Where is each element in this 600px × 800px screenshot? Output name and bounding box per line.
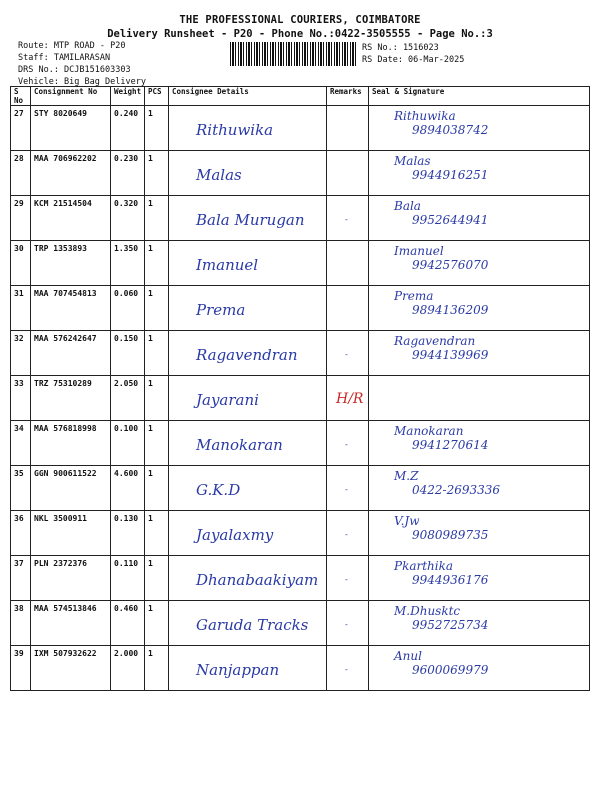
consignee-cell bbox=[169, 241, 327, 286]
seal-signature-cell bbox=[369, 196, 590, 241]
remarks-cell bbox=[327, 106, 369, 151]
consignee-cell bbox=[169, 286, 327, 331]
consignment-cell: STY 8020649 bbox=[31, 106, 111, 151]
pcs-cell: 1 bbox=[145, 511, 169, 556]
remark-text: - bbox=[344, 440, 349, 449]
col-header-consignee: Consignee Details bbox=[169, 87, 327, 106]
consignee-cell bbox=[169, 151, 327, 196]
vehicle-text: Vehicle: Big Bag Delivery bbox=[18, 77, 146, 87]
sno-cell: 39 bbox=[11, 646, 31, 691]
remarks-cell bbox=[327, 421, 369, 466]
consignee-handwritten-name: Dhanabaakiyam bbox=[196, 571, 319, 589]
pcs-cell: 1 bbox=[145, 376, 169, 421]
remark-text: - bbox=[344, 215, 349, 224]
signature-name: M.Z bbox=[394, 469, 419, 483]
consignment-cell: KCM 21514504 bbox=[31, 196, 111, 241]
sno-cell: 36 bbox=[11, 511, 31, 556]
weight-cell: 0.320 bbox=[111, 196, 145, 241]
runsheet-meta-left bbox=[18, 40, 146, 88]
signature-phone: 9952725734 bbox=[412, 618, 489, 632]
weight-cell: 0.110 bbox=[111, 556, 145, 601]
consignee-cell bbox=[169, 196, 327, 241]
rs-date: RS Date: 06-Mar-2025 bbox=[362, 55, 465, 65]
signature-name: V.Jw bbox=[394, 514, 420, 528]
signature-name: M.Dhusktc bbox=[394, 604, 461, 618]
remark-text: - bbox=[344, 575, 349, 584]
table-row bbox=[11, 196, 590, 241]
signature-name: Manokaran bbox=[394, 424, 464, 438]
col-header-seal: Seal & Signature bbox=[369, 87, 590, 106]
consignment-cell: MAA 576818998 bbox=[31, 421, 111, 466]
signature-name: Imanuel bbox=[394, 244, 444, 258]
pcs-cell: 1 bbox=[145, 601, 169, 646]
consignee-handwritten-name: G.K.D bbox=[196, 481, 241, 499]
table-header-row bbox=[11, 87, 590, 106]
consignment-cell: TRZ 75310289 bbox=[31, 376, 111, 421]
signature-name: Ragavendran bbox=[394, 334, 476, 348]
consignment-cell: GGN 900611522 bbox=[31, 466, 111, 511]
table-row bbox=[11, 286, 590, 331]
signature-phone: 9952644941 bbox=[412, 213, 489, 227]
pcs-cell: 1 bbox=[145, 421, 169, 466]
signature-phone: 9894136209 bbox=[412, 303, 489, 317]
consignee-handwritten-name: Malas bbox=[196, 166, 242, 184]
signature-name: Prema bbox=[394, 289, 434, 303]
consignee-cell bbox=[169, 556, 327, 601]
consignment-cell: IXM 507932622 bbox=[31, 646, 111, 691]
seal-signature-cell bbox=[369, 241, 590, 286]
pcs-cell: 1 bbox=[145, 466, 169, 511]
consignee-cell bbox=[169, 376, 327, 421]
consignee-handwritten-name: Jayarani bbox=[196, 391, 259, 409]
consignee-handwritten-name: Bala Murugan bbox=[196, 211, 305, 229]
sno-cell: 27 bbox=[11, 106, 31, 151]
signature-name: Pkarthika bbox=[394, 559, 454, 573]
weight-cell: 0.150 bbox=[111, 331, 145, 376]
consignee-handwritten-name: Manokaran bbox=[196, 436, 283, 454]
signature-phone: 9944916251 bbox=[412, 168, 489, 182]
remarks-cell bbox=[327, 646, 369, 691]
consignment-cell: NKL 3500911 bbox=[31, 511, 111, 556]
remarks-cell bbox=[327, 466, 369, 511]
remarks-cell bbox=[327, 241, 369, 286]
seal-signature-cell bbox=[369, 286, 590, 331]
sno-cell: 29 bbox=[11, 196, 31, 241]
document-title: THE PROFESSIONAL COURIERS, COIMBATORE bbox=[179, 14, 421, 26]
consignee-cell bbox=[169, 466, 327, 511]
pcs-cell: 1 bbox=[145, 151, 169, 196]
signature-name: Malas bbox=[394, 154, 431, 168]
seal-signature-cell bbox=[369, 601, 590, 646]
sno-cell: 32 bbox=[11, 331, 31, 376]
table-row bbox=[11, 151, 590, 196]
consignee-cell bbox=[169, 601, 327, 646]
remarks-cell bbox=[327, 511, 369, 556]
pcs-cell: 1 bbox=[145, 106, 169, 151]
drs-number: DRS No.: DCJB151603303 bbox=[18, 65, 131, 75]
seal-signature-cell bbox=[369, 556, 590, 601]
consignee-handwritten-name: Ragavendran bbox=[196, 346, 298, 364]
consignment-cell: MAA 576242647 bbox=[31, 331, 111, 376]
table-row bbox=[11, 511, 590, 556]
remark-text: - bbox=[344, 530, 349, 539]
pcs-cell: 1 bbox=[145, 646, 169, 691]
runsheet-meta-right bbox=[362, 42, 464, 66]
weight-cell: 0.100 bbox=[111, 421, 145, 466]
barcode-image bbox=[230, 42, 356, 66]
remarks-cell bbox=[327, 286, 369, 331]
seal-signature-cell bbox=[369, 511, 590, 556]
sno-cell: 34 bbox=[11, 421, 31, 466]
remark-text: - bbox=[344, 620, 349, 629]
rs-number: RS No.: 1516023 bbox=[362, 43, 439, 53]
table-row bbox=[11, 376, 590, 421]
table-row bbox=[11, 241, 590, 286]
col-header-remarks: Remarks bbox=[327, 87, 369, 106]
signature-phone: 9894038742 bbox=[412, 123, 489, 137]
remark-text: - bbox=[344, 665, 349, 674]
seal-signature-cell bbox=[369, 646, 590, 691]
sno-cell: 28 bbox=[11, 151, 31, 196]
weight-cell: 0.240 bbox=[111, 106, 145, 151]
consignee-handwritten-name: Prema bbox=[196, 301, 246, 319]
seal-signature-cell bbox=[369, 151, 590, 196]
consignee-cell bbox=[169, 421, 327, 466]
consignment-cell: MAA 706962202 bbox=[31, 151, 111, 196]
sno-cell: 33 bbox=[11, 376, 31, 421]
signature-name: Anul bbox=[394, 649, 422, 663]
sno-cell: 30 bbox=[11, 241, 31, 286]
weight-cell: 2.000 bbox=[111, 646, 145, 691]
weight-cell: 0.130 bbox=[111, 511, 145, 556]
remarks-cell bbox=[327, 376, 369, 421]
remark-text: H/R bbox=[336, 391, 364, 407]
consignment-cell: MAA 707454813 bbox=[31, 286, 111, 331]
consignee-cell bbox=[169, 646, 327, 691]
sno-cell: 31 bbox=[11, 286, 31, 331]
col-header-weight: Weight bbox=[111, 87, 145, 106]
table-row bbox=[11, 556, 590, 601]
weight-cell: 1.350 bbox=[111, 241, 145, 286]
pcs-cell: 1 bbox=[145, 241, 169, 286]
table-row bbox=[11, 421, 590, 466]
runsheet-table bbox=[10, 86, 590, 691]
signature-phone: 0422-2693336 bbox=[412, 483, 501, 497]
seal-signature-cell bbox=[369, 466, 590, 511]
remark-text: - bbox=[344, 485, 349, 494]
seal-signature-cell bbox=[369, 421, 590, 466]
col-header-pcs: PCS bbox=[145, 87, 169, 106]
table-row bbox=[11, 601, 590, 646]
col-header-sno: S No bbox=[11, 87, 31, 106]
consignment-cell: MAA 574513846 bbox=[31, 601, 111, 646]
weight-cell: 4.600 bbox=[111, 466, 145, 511]
consignee-handwritten-name: Nanjappan bbox=[196, 661, 280, 679]
weight-cell: 2.050 bbox=[111, 376, 145, 421]
signature-phone: 9941270614 bbox=[412, 438, 489, 452]
consignee-handwritten-name: Rithuwika bbox=[196, 121, 274, 139]
signature-phone: 9080989735 bbox=[412, 528, 489, 542]
consignee-handwritten-name: Imanuel bbox=[196, 256, 259, 274]
remarks-cell bbox=[327, 196, 369, 241]
consignment-cell: PLN 2372376 bbox=[31, 556, 111, 601]
remarks-cell bbox=[327, 601, 369, 646]
seal-signature-cell bbox=[369, 106, 590, 151]
remark-text: - bbox=[344, 350, 349, 359]
sno-cell: 37 bbox=[11, 556, 31, 601]
consignment-cell: TRP 1353893 bbox=[31, 241, 111, 286]
weight-cell: 0.060 bbox=[111, 286, 145, 331]
signature-phone: 9944139969 bbox=[412, 348, 489, 362]
route-text: Route: MTP ROAD - P20 bbox=[18, 41, 126, 51]
table-row bbox=[11, 106, 590, 151]
consignee-handwritten-name: Garuda Tracks bbox=[196, 616, 309, 634]
seal-signature-cell bbox=[369, 331, 590, 376]
pcs-cell: 1 bbox=[145, 331, 169, 376]
sno-cell: 35 bbox=[11, 466, 31, 511]
consignee-handwritten-name: Jayalaxmy bbox=[196, 526, 274, 544]
signature-phone: 9942576070 bbox=[412, 258, 489, 272]
table-row bbox=[11, 466, 590, 511]
signature-phone: 9944936176 bbox=[412, 573, 489, 587]
weight-cell: 0.460 bbox=[111, 601, 145, 646]
remarks-cell bbox=[327, 556, 369, 601]
weight-cell: 0.230 bbox=[111, 151, 145, 196]
table-row bbox=[11, 646, 590, 691]
consignee-cell bbox=[169, 511, 327, 556]
remarks-cell bbox=[327, 151, 369, 196]
signature-name: Bala bbox=[394, 199, 421, 213]
consignee-cell bbox=[169, 331, 327, 376]
staff-text: Staff: TAMILARASAN bbox=[18, 53, 111, 63]
consignee-cell bbox=[169, 106, 327, 151]
seal-signature-cell bbox=[369, 376, 590, 421]
signature-phone: 9600069979 bbox=[412, 663, 489, 677]
runsheet-subtitle: Delivery Runsheet - P20 - Phone No.:0422-3505555 - Page No.:3 bbox=[107, 28, 493, 40]
remarks-cell bbox=[327, 331, 369, 376]
col-header-consignment: Consignment No bbox=[31, 87, 111, 106]
signature-name: Rithuwika bbox=[394, 109, 456, 123]
pcs-cell: 1 bbox=[145, 286, 169, 331]
sno-cell: 38 bbox=[11, 601, 31, 646]
table-row bbox=[11, 331, 590, 376]
pcs-cell: 1 bbox=[145, 556, 169, 601]
pcs-cell: 1 bbox=[145, 196, 169, 241]
